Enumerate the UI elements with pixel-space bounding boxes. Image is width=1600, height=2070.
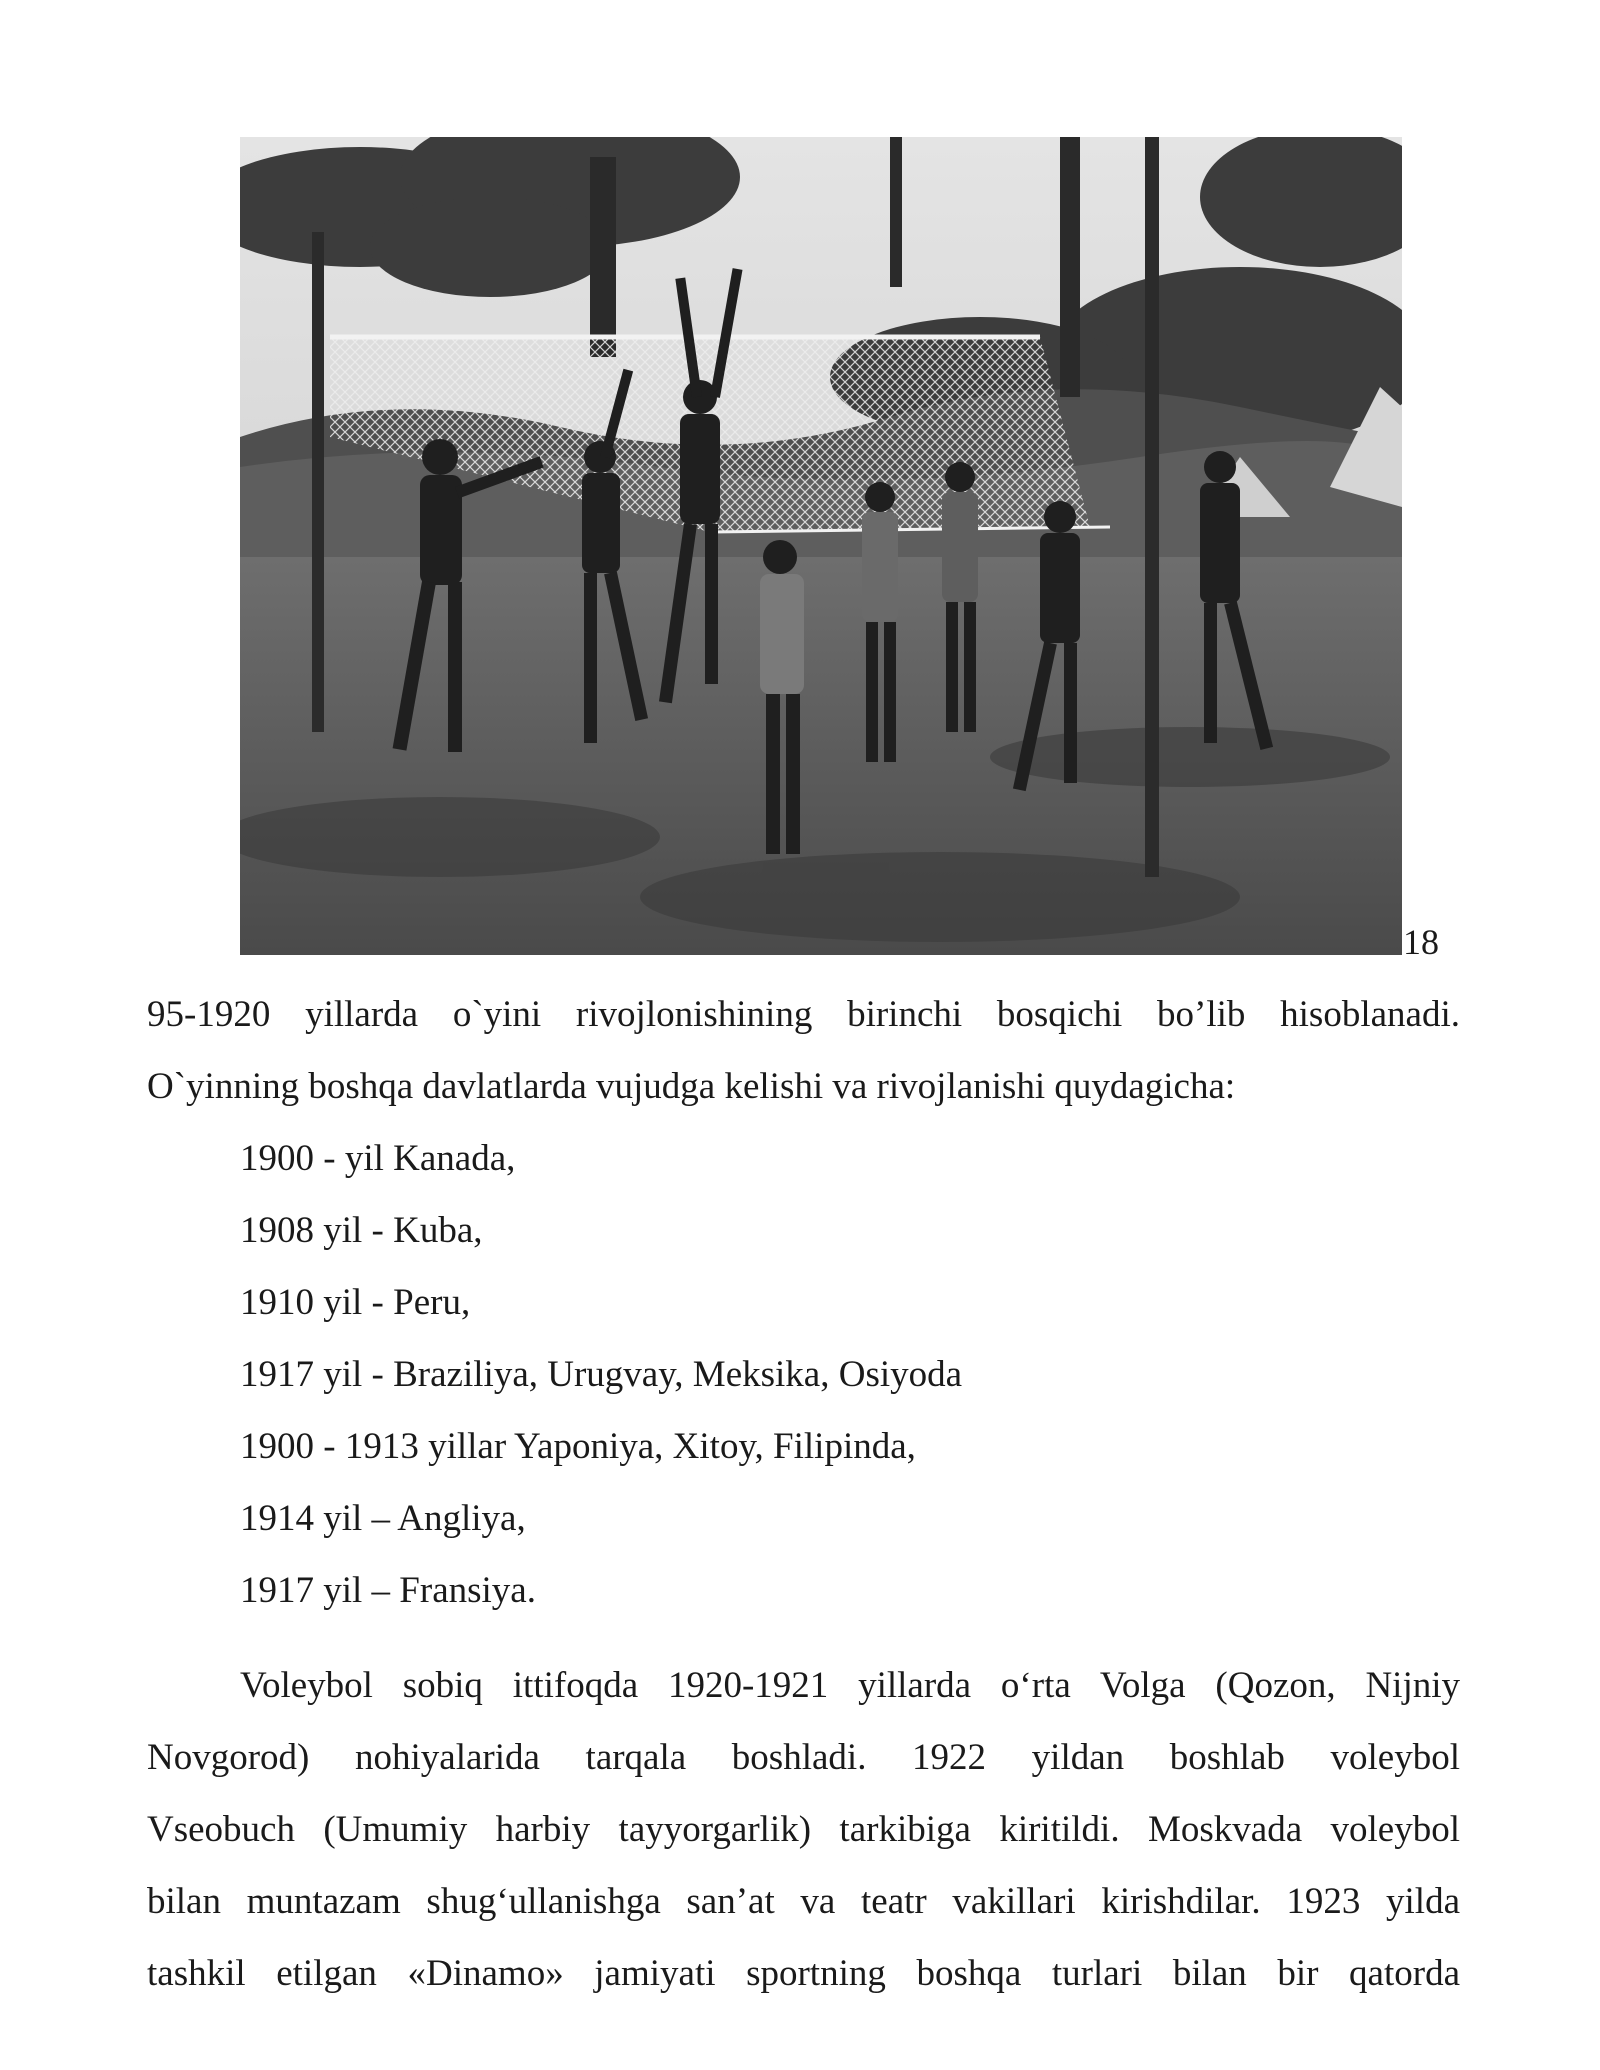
country-timeline-list [240, 1123, 962, 1627]
list-item: 1914 yil – Angliya, [240, 1498, 526, 1539]
paragraph-line: Voleybol sobiq ittifoqda 1920-1921 yillarda o‘rta Volga (Qozon, Nijniy [240, 1665, 1460, 1706]
list-item: 1900 - yil Kanada, [240, 1138, 516, 1179]
list-item: 1917 yil - Braziliya, Urugvay, Meksika, Osiyoda [240, 1354, 963, 1395]
paragraph-line: tashkil etilgan «Dinamo» jamiyati sportning boshqa turlari bilan bir qatorda [147, 1953, 1460, 1994]
paragraph-line: Vseobuch (Umumiy harbiy tayyorgarlik) tarkibiga kiritildi. Moskvada voleybol [147, 1809, 1460, 1850]
list-item: 1917 yil – Fransiya. [240, 1570, 536, 1611]
paragraph-soviet-volleyball [147, 1650, 1460, 2010]
paragraph-line: 95-1920 yillarda o`yini rivojlonishining birinchi bosqichi bo’lib hisoblanadi. [147, 994, 1460, 1035]
paragraph-line: Novgorod) nohiyalarida tarqala boshladi. 1922 yildan boshlab voleybol [147, 1737, 1460, 1778]
paragraph-history-intro [147, 979, 1460, 1123]
volleyball-photo [240, 137, 1402, 955]
paragraph-line: bilan muntazam shug‘ullanishga san’at va teatr vakillari kirishdilar. 1923 yilda [147, 1881, 1460, 1922]
list-item: 1900 - 1913 yillar Yaponiya, Xitoy, Filipinda, [240, 1426, 916, 1467]
footnote-number: 18 [1403, 922, 1439, 962]
list-item: 1908 yil - Kuba, [240, 1210, 483, 1251]
list-item: 1910 yil - Peru, [240, 1282, 471, 1323]
paragraph-line: O`yinning boshqa davlatlarda vujudga kelishi va rivojlanishi quydagicha: [147, 1066, 1236, 1107]
